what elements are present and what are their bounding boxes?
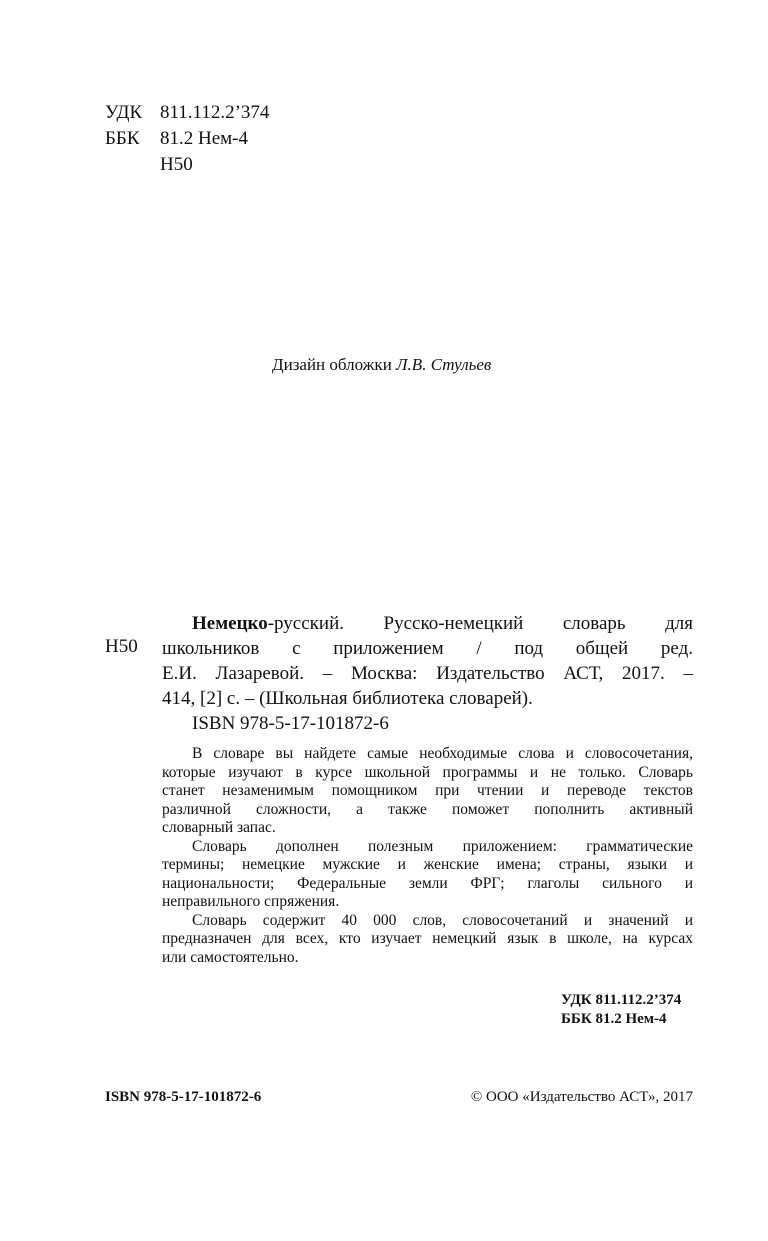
- bbk-value: 81.2 Нем-4: [160, 128, 249, 149]
- anno-p1-line: станет незаменимым помощником при чтении и переводе текстов: [162, 782, 693, 799]
- bib-isbn: ISBN 978-5-17-101872-6: [192, 713, 389, 734]
- classification-codes: [561, 991, 681, 1029]
- udk-code: УДК 811.112.2’374: [561, 992, 682, 1008]
- anno-p1-line: которые изучают в курсе школьной программы и не только. Словарь: [162, 763, 693, 781]
- anno-p3-line: предназначен для всех, кто изучает немецкий язык в школе, на курсах: [162, 930, 693, 947]
- anno-p1-line: различной сложности, а также поможет пополнить активный: [162, 800, 693, 818]
- anno-p3-line: или самостоятельно.: [162, 948, 299, 966]
- udk-label: УДК: [105, 102, 143, 123]
- bbk-code: ББК 81.2 Нем-4: [561, 1011, 667, 1027]
- udk-value: 811.112.2’374: [160, 102, 270, 123]
- bib-line-3: Е.И. Лазаревой. – Москва: Издательство АСТ, 2017. –: [162, 663, 693, 684]
- bib-line-1: Немецко-русский. Русско-немецкий словарь для: [192, 613, 693, 634]
- classification-block: [105, 100, 305, 180]
- bib-line-2: школьников с приложением / под общей ред.: [162, 638, 693, 659]
- copyright: © ООО «Издательство АСТ», 2017: [470, 1089, 693, 1105]
- annotation: [162, 745, 693, 967]
- cover-designer-name: Л.В. Стульев: [396, 355, 492, 374]
- cover-design-label: Дизайн обложки: [272, 355, 397, 374]
- anno-p2-line: термины; немецкие мужские и женские имена; страны, языки и: [162, 856, 693, 873]
- bib-line-4: 414, [2] с. – (Школьная библиотека словарей).: [162, 688, 533, 709]
- bib-title-bold: Немецко: [192, 613, 268, 634]
- bibliographic-entry: [162, 611, 693, 711]
- bbk-label: ББК: [105, 128, 140, 149]
- author-mark: Н50: [160, 154, 193, 175]
- anno-p2-line: Словарь дополнен полезным приложением: грамматические: [192, 837, 693, 855]
- anno-p3-line: Словарь содержит 40 000 слов, словосочетаний и значений и: [192, 911, 693, 929]
- anno-p2-line: национальности; Федеральные земли ФРГ; глаголы сильного и: [162, 874, 693, 892]
- anno-p1-line: В словаре вы найдете самые необходимые слова и словосочетания,: [192, 745, 693, 762]
- anno-p1-line: словарный запас.: [162, 819, 276, 836]
- bib-author-mark: Н50: [105, 636, 138, 657]
- footer-isbn: ISBN 978-5-17-101872-6: [105, 1089, 262, 1105]
- cover-design-credit: [272, 355, 491, 375]
- anno-p2-line: неправильного спряжения.: [162, 893, 340, 910]
